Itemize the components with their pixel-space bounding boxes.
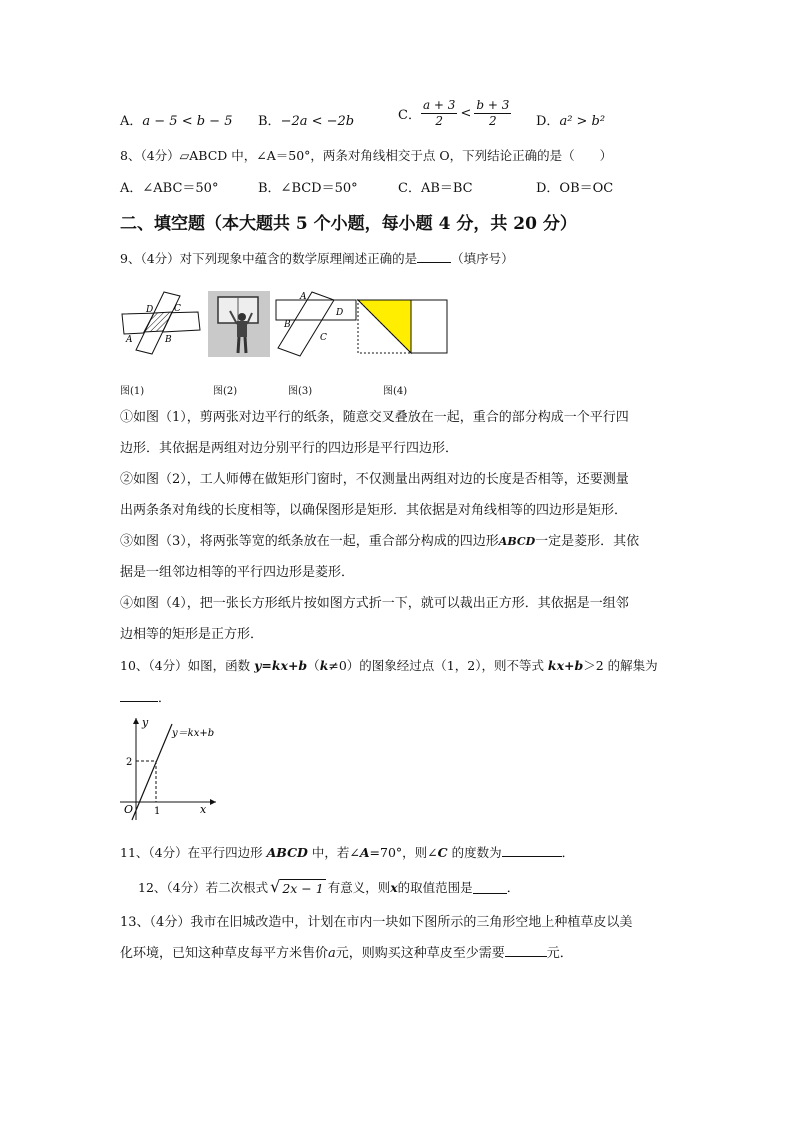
figure-2-worker-photo (208, 291, 270, 357)
q11-p2: 中，若∠ (307, 845, 360, 860)
frac1-den: 2 (435, 114, 444, 128)
fig1-label-b: B (165, 335, 172, 345)
q12-p3: 的取值范围是 (397, 880, 473, 895)
fig1-label-a: A (126, 335, 133, 345)
item3-line1-a: ③如图（3），将两张等宽的纸条放在一起，重合部分构成的四边形 (120, 534, 499, 549)
item1-line2: 边形．其依据是两组对边分别平行的四边形是平行四边形． (120, 441, 459, 456)
q7-option-b-label: B． (258, 114, 281, 129)
q10-k: k (319, 658, 329, 673)
figure-4-caption: 图(4) (383, 386, 408, 397)
q10-p3: ≠0）的图象经过点（1，2），则不等式 (328, 658, 548, 673)
item3-abcd: ABCD (498, 535, 536, 548)
q10-graph (112, 714, 228, 824)
q7-option-c-frac1 (421, 98, 457, 129)
q9-answer-blank[interactable] (417, 250, 451, 263)
q13-line2 (120, 938, 690, 969)
q12-p1: 12、（4分）若二次根式 (138, 880, 269, 895)
q11-stem (120, 843, 574, 861)
q8-stem: 8、（4分）▱ABCD 中，∠A＝50°，两条对角线相交于点 O，下列结论正确的是（ ） (120, 148, 613, 163)
q7-option-c-frac2 (474, 98, 511, 129)
q10-p4: ＞2 的解集为 (583, 658, 658, 673)
graph-x-label: x (200, 803, 207, 816)
figure-2-caption: 图(2) (213, 386, 238, 397)
q7-option-d (536, 110, 605, 129)
q7-option-d-expr: a² > b² (559, 114, 606, 129)
q9-stem-after: （填序号） (451, 251, 514, 266)
figure-3-equal-strips (272, 290, 360, 358)
q10-function: y=kx+b (254, 658, 308, 673)
fig3-label-d: D (336, 308, 344, 318)
q10-answer-blank[interactable] (120, 689, 158, 702)
item3-line2: 据是一组邻边相等的平行四边形是菱形． (120, 565, 355, 580)
q7-option-c-label: C． (398, 108, 421, 123)
q11-abcd: ABCD (266, 845, 308, 860)
q12-radicand: 2x − 1 (282, 880, 324, 896)
fig1-label-c: C (174, 304, 181, 314)
q12-end: ． (506, 880, 520, 895)
q13-answer-blank[interactable] (505, 944, 547, 957)
radical-sign: √ (270, 876, 281, 896)
section-title: 二、填空题（本大题共 5 个小题，每小题 4 分，共 20 分） (120, 214, 577, 234)
frac1-num: a + 3 (422, 98, 456, 112)
q10-answer-line (120, 688, 171, 706)
q11-end: ． (561, 845, 575, 860)
q12-x: x (390, 879, 398, 895)
q13-stem (120, 907, 690, 969)
q10-p2: （ (307, 658, 320, 673)
item2-line2: 出两条条对角线的长度相等，以确保图形是矩形．其依据是对角线相等的四边形是矩形． (120, 503, 628, 518)
fig3-label-b: B (284, 320, 291, 330)
item1-line1: ①如图（1），剪两张对边平行的纸条，随意交叉叠放在一起，重合的部分构成一个平行四 (120, 410, 629, 425)
item4-line1: ④如图（4），把一张长方形纸片按如图方式折一下，就可以裁出正方形．其依据是一组邻 (120, 596, 629, 611)
q7-option-a (120, 110, 232, 129)
q13-line2-d: 元． (546, 946, 573, 961)
graph-line-label: y＝kx+b (172, 728, 215, 739)
q8-option-c: C．AB＝BC (398, 181, 473, 196)
q8-option-a: A．∠ABC＝50° (120, 181, 219, 196)
q12-stem (138, 878, 519, 896)
fig3-label-a: A (300, 292, 307, 302)
q7-option-c (398, 98, 511, 129)
item2-line1: ②如图（2），工人师傅在做矩形门窗时，不仅测量出两组对边的长度是否相等，还要测量 (120, 472, 629, 487)
q9-stem-before: 9、（4分）对下列现象中蕴含的数学原理阐述正确的是 (120, 251, 418, 266)
q12-radical (270, 876, 326, 896)
q7-option-a-expr: a − 5 < b − 5 (142, 114, 233, 129)
figure-1-crossed-strips (118, 290, 206, 356)
item4-line2: 边相等的矩形是正方形． (120, 627, 264, 642)
q7-option-b-expr: −2a < −2b (280, 114, 355, 129)
fig1-label-d: D (146, 305, 154, 315)
q13-price-a: a (328, 946, 336, 961)
q10-p1: 10、（4分）如图，函数 (120, 658, 255, 673)
figure-1-caption: 图(1) (120, 386, 145, 397)
item3-line1-c: 一定是菱形．其依 (535, 534, 640, 549)
q11-angle-a: A (359, 845, 370, 860)
graph-y-label: y (142, 716, 149, 729)
q8-option-d: D．OB＝OC (536, 181, 614, 196)
q11-p4: 的度数为 (447, 845, 502, 860)
q9-stem (120, 249, 514, 267)
q7-option-d-label: D． (536, 114, 560, 129)
q7-option-c-lt: < (460, 106, 472, 121)
frac2-den: 2 (489, 114, 497, 128)
q10-stem (120, 656, 658, 674)
q12-answer-blank[interactable] (473, 881, 507, 894)
item3-line1 (120, 526, 680, 557)
frac2-num: b + 3 (476, 98, 510, 112)
q11-p1: 11、（4分）在平行四边形 (120, 845, 267, 860)
q10-inequality-expr: kx+b (547, 658, 584, 673)
q9-statements (120, 402, 680, 650)
q11-p3: =70°，则∠ (369, 845, 438, 860)
q13-line2-a: 化环境，已知这种草皮每平方米售价 (120, 946, 329, 961)
q7-option-b (258, 110, 354, 129)
q11-angle-c: C (437, 845, 448, 860)
fig3-label-c: C (320, 333, 327, 343)
q8-option-b: B．∠BCD＝50° (258, 181, 358, 196)
q13-line2-c: 元，则购买这种草皮至少需要 (335, 946, 505, 961)
function-line (132, 724, 172, 820)
q12-p2: 有意义，则 (327, 880, 391, 895)
q10-end: ． (158, 690, 171, 705)
q13-line1: 13、（4分）我市在旧城改造中，计划在市内一块如下图所示的三角形空地上种植草皮以美 (120, 915, 633, 930)
graph-origin: O (124, 803, 134, 816)
figure-4-folded-rectangle (356, 298, 450, 360)
figure-3-caption: 图(3) (288, 386, 313, 397)
q7-option-a-label: A． (120, 114, 143, 129)
graph-tick-x: 1 (154, 806, 161, 817)
graph-tick-y: 2 (126, 757, 133, 768)
q11-answer-blank[interactable] (502, 844, 562, 857)
